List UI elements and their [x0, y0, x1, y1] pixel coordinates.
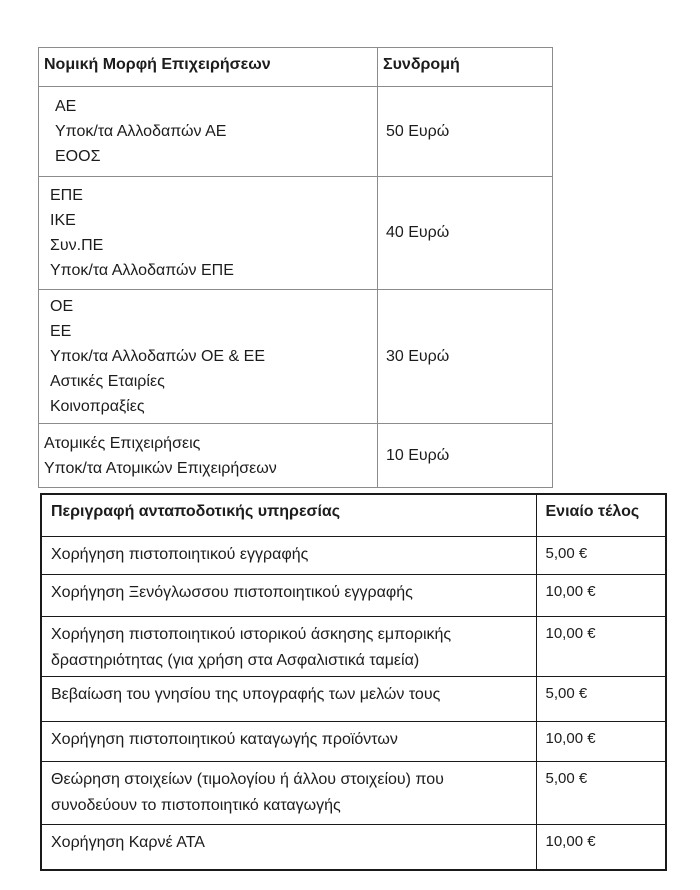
legal-form-line: ΕΟΟΣ [55, 148, 101, 165]
table-row [41, 721, 666, 761]
legal-form-line: Ατομικές Επιχειρήσεις [44, 434, 201, 452]
service-cell: Θεώρηση στοιχείων (τιμολογίου ή άλλου στοιχείου) που συνοδεύουν το πιστοποιητικό καταγωγής [41, 761, 536, 824]
legal-form-line: Αστικές Εταιρίες [50, 373, 165, 390]
fee-cell: 10,00 € [536, 824, 666, 870]
service-cell: Χορήγηση Καρνέ ΑΤΑ [41, 824, 536, 870]
table-row [39, 424, 553, 488]
subscription-fee-cell: 50 Ευρώ [378, 87, 553, 177]
fee-cell: 5,00 € [536, 761, 666, 824]
legal-form-line: Υποκ/τα Ατομικών Επιχειρήσεων [44, 459, 277, 477]
legal-form-line: Συν.ΠΕ [50, 237, 104, 254]
table-row [41, 536, 666, 574]
legal-form-line: Υποκ/τα Αλλοδαπών ΑΕ [55, 123, 227, 140]
legal-form-line: ΑΕ [55, 98, 77, 115]
fee-cell: 10,00 € [536, 616, 666, 676]
column-header-subscription: Συνδρομή [378, 48, 553, 87]
table-row [41, 676, 666, 721]
service-cell: Χορήγηση πιστοποιητικού καταγωγής προϊόντων [41, 721, 536, 761]
legal-forms-cell [39, 424, 378, 488]
fee-cell: 10,00 € [536, 721, 666, 761]
legal-form-line: ΕΕ [50, 323, 72, 340]
service-fees-header-row [41, 494, 666, 536]
service-fees-table [40, 493, 667, 871]
service-cell: Χορήγηση πιστοποιητικού εγγραφής [41, 536, 536, 574]
legal-forms-cell [39, 177, 378, 290]
fee-cell: 5,00 € [536, 676, 666, 721]
legal-form-line: ΙΚΕ [50, 212, 76, 229]
legal-form-line: Υποκ/τα Αλλοδαπών ΕΠΕ [50, 262, 234, 279]
fee-cell: 5,00 € [536, 536, 666, 574]
legal-form-line: Υποκ/τα Αλλοδαπών ΟΕ & ΕΕ [50, 348, 265, 365]
column-header-flat-fee: Ενιαίο τέλος [536, 494, 666, 536]
service-cell: Βεβαίωση του γνησίου της υπογραφής των μελών τους [41, 676, 536, 721]
service-cell: Χορήγηση Ξενόγλωσσου πιστοποιητικού εγγραφής [41, 574, 536, 616]
fee-cell: 10,00 € [536, 574, 666, 616]
subscription-table-header-row [39, 48, 553, 87]
legal-form-line: ΕΠΕ [50, 187, 83, 204]
column-header-legal-form: Νομική Μορφή Επιχειρήσεων [39, 48, 378, 87]
subscription-fee-cell: 30 Ευρώ [378, 290, 553, 424]
table-row [39, 87, 553, 177]
subscription-fee-cell: 10 Ευρώ [378, 424, 553, 488]
legal-forms-cell [39, 290, 378, 424]
legal-forms-cell [39, 87, 378, 177]
column-header-service-description: Περιγραφή ανταποδοτικής υπηρεσίας [41, 494, 536, 536]
table-row [41, 824, 666, 870]
table-row [39, 290, 553, 424]
table-row [41, 616, 666, 676]
subscription-fee-cell: 40 Ευρώ [378, 177, 553, 290]
table-row [41, 574, 666, 616]
legal-form-line: Κοινοπραξίες [50, 398, 145, 415]
legal-form-line: ΟΕ [50, 298, 74, 315]
service-cell: Χορήγηση πιστοποιητικού ιστορικού άσκησης εμπορικής δραστηριότητας (για χρήση στα Ασφαλιστικά ταμεία) [41, 616, 536, 676]
subscription-table [38, 47, 553, 488]
table-row [41, 761, 666, 824]
table-row [39, 177, 553, 290]
